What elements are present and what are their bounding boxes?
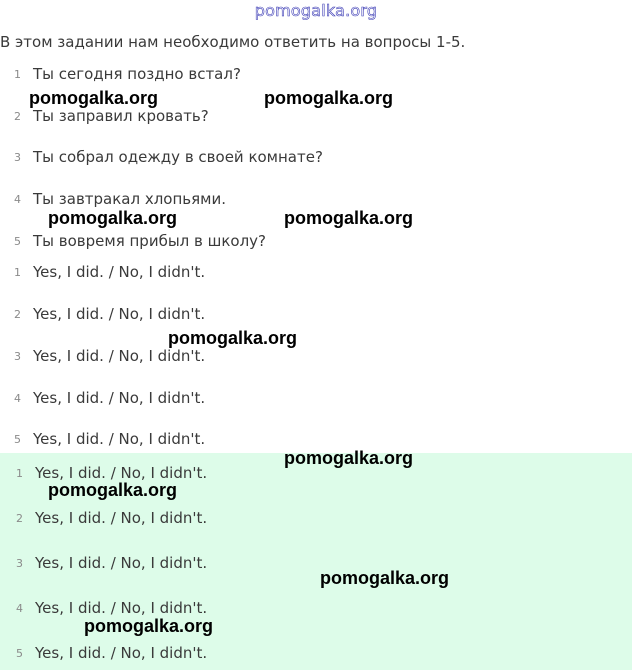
question-number: 2 bbox=[14, 110, 21, 123]
answer-text: Yes, I did. / No, I didn't. bbox=[33, 430, 206, 448]
watermark: pomogalka.org bbox=[284, 208, 414, 228]
answer-text: Yes, I did. / No, I didn't. bbox=[33, 263, 206, 281]
answer-number: 2 bbox=[14, 308, 21, 321]
watermark: pomogalka.org bbox=[29, 88, 159, 108]
answer-text: Yes, I did. / No, I didn't. bbox=[35, 554, 208, 572]
question-number: 1 bbox=[14, 68, 21, 81]
question-number: 5 bbox=[14, 235, 21, 248]
question-text: Ты заправил кровать? bbox=[33, 107, 209, 125]
watermark: pomogalka.org bbox=[264, 88, 394, 108]
answer-number: 2 bbox=[16, 512, 23, 525]
answer-number: 1 bbox=[14, 266, 21, 279]
question-number: 4 bbox=[14, 193, 21, 206]
watermark: pomogalka.org bbox=[84, 616, 214, 636]
header-watermark: pomogalka.org bbox=[254, 1, 378, 20]
answer-number: 3 bbox=[14, 350, 21, 363]
answer-text: Yes, I did. / No, I didn't. bbox=[33, 347, 206, 365]
answer-number: 3 bbox=[16, 557, 23, 570]
answer-text: Yes, I did. / No, I didn't. bbox=[33, 305, 206, 323]
answer-number: 4 bbox=[14, 392, 21, 405]
watermark: pomogalka.org bbox=[320, 568, 450, 588]
answer-text: Yes, I did. / No, I didn't. bbox=[35, 464, 208, 482]
watermark: pomogalka.org bbox=[284, 448, 414, 468]
watermark: pomogalka.org bbox=[168, 328, 298, 348]
answer-number: 1 bbox=[16, 467, 23, 480]
answer-text: Yes, I did. / No, I didn't. bbox=[35, 509, 208, 527]
answer-number: 4 bbox=[16, 602, 23, 615]
watermark: pomogalka.org bbox=[48, 480, 178, 500]
question-text: Ты завтракал хлопьями. bbox=[33, 190, 226, 208]
answer-text: Yes, I did. / No, I didn't. bbox=[35, 644, 208, 662]
answer-number: 5 bbox=[14, 433, 21, 446]
question-number: 3 bbox=[14, 151, 21, 164]
watermark: pomogalka.org bbox=[48, 208, 178, 228]
answer-text: Yes, I did. / No, I didn't. bbox=[33, 389, 206, 407]
question-text: Ты вовремя прибыл в школу? bbox=[33, 232, 267, 250]
answer-number: 5 bbox=[16, 647, 23, 660]
question-text: Ты собрал одежду в своей комнате? bbox=[33, 148, 323, 166]
question-text: Ты сегодня поздно встал? bbox=[33, 65, 241, 83]
task-intro: В этом задании нам необходимо ответить на вопросы 1-5. bbox=[0, 33, 466, 51]
answer-text: Yes, I did. / No, I didn't. bbox=[35, 599, 208, 617]
